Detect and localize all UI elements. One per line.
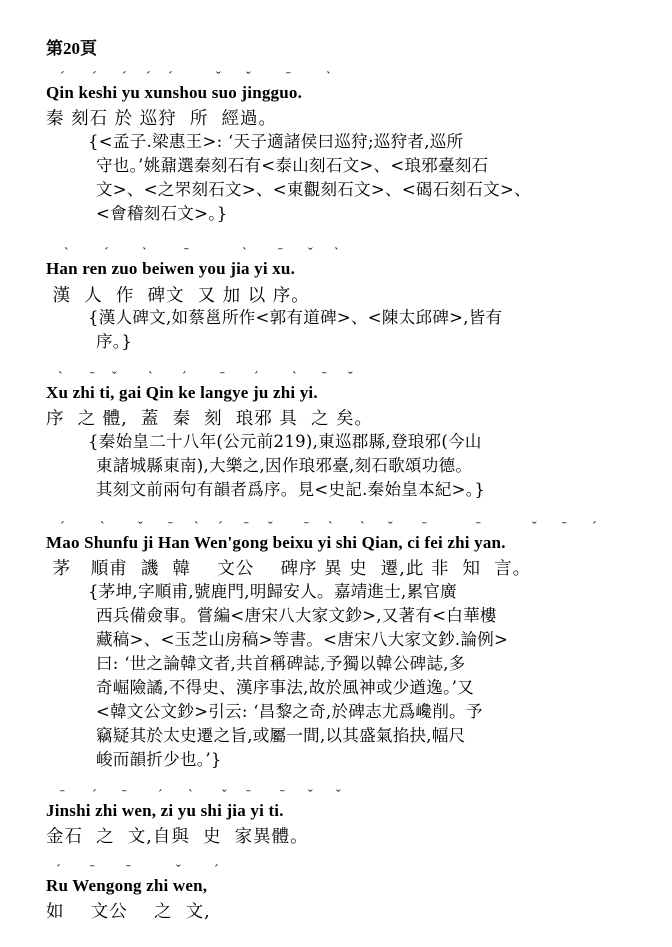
pinyin-text: Jinshi zhi wen, zi yu shi jia yi ti. xyxy=(46,801,284,820)
tone-marks: ˋ ˊ ˋ ˉ ˋ ˉ ˇ ˋ xyxy=(64,246,339,261)
pinyin-line xyxy=(46,520,597,553)
pinyin-text: Mao Shunfu ji Han Wen'gong beixu yi shi Qian, ci fei zhi yan. xyxy=(46,533,506,552)
annotation-block xyxy=(88,306,502,354)
annotation-line: 曰: ‘世之論韓文者,共首稱碑誌,予獨以韓公碑誌,多 xyxy=(96,654,466,673)
pinyin-text: Ru Wengong zhi wen, xyxy=(46,876,208,895)
pinyin-line xyxy=(46,370,353,403)
pinyin-text: Xu zhi ti, gai Qin ke langye ju zhi yi. xyxy=(46,383,318,402)
pinyin-line xyxy=(46,863,219,896)
annotation-line: 奇崛險譎,不得史、漢序事法,故於風神或少遒逸。’又 xyxy=(96,678,474,697)
tone-marks: ˉ ˊ ˉ ˊ ˋ ˇ ˉ ˉ ˇ ˇ xyxy=(60,788,341,803)
annotation-block xyxy=(88,130,531,226)
pinyin-text: Han ren zuo beiwen you jia yi xu. xyxy=(46,259,296,278)
pinyin-text: Qin keshi yu xunshou suo jingguo. xyxy=(46,83,303,102)
tone-marks: ˊ ˋ ˇ ˉ ˋ ˊ ˉ ˇ ˉ ˋ ˋ ˇ ˉ ˉ ˇ ˉ ˊ xyxy=(60,520,597,535)
annotation-line: {漢人碑文,如蔡邕所作<郭有道碑>、<陳太邱碑>,皆有 xyxy=(88,308,503,327)
annotation-block xyxy=(88,580,508,772)
annotation-line: {<孟子.梁惠王>: ‘天子適諸侯曰巡狩;巡狩者,巡所 xyxy=(88,132,464,151)
annotation-line: 東諸城縣東南),大樂之,因作琅邪臺,刻石歌頌功德。 xyxy=(96,456,473,475)
annotation-line: 文>、<之罘刻石文>、<東觀刻石文>、<碣石刻石文>、 xyxy=(96,180,531,199)
chinese-line: 秦 刻石 於 巡狩 所 經過。 xyxy=(46,109,277,129)
pinyin-line xyxy=(46,788,341,821)
tone-marks: ˊ ˉ ˉ ˇ ˊ xyxy=(56,863,219,878)
annotation-line: 西兵備僉事。嘗編<唐宋八大家文鈔>,又著有<白華樓 xyxy=(96,606,497,625)
chinese-line: 如 文公 之 文, xyxy=(46,902,211,922)
tone-marks: ˋ ˉ ˇ ˋ ˊ ˉ ˊ ˋ ˉ ˇ xyxy=(58,370,353,385)
annotation-block xyxy=(88,430,485,502)
pinyin-line xyxy=(46,246,339,279)
tone-marks: ˊ ˊ ˊ ˊ ˊ ˇ ˇ ˉ ˋ xyxy=(60,70,331,85)
page-number-label: 第20頁 xyxy=(46,39,97,58)
annotation-line: <會稽刻石文>。} xyxy=(96,204,228,223)
chinese-line: 漢 人 作 碑文 又 加 以 序。 xyxy=(46,286,310,306)
annotation-line: 藏稿>、<玉芝山房稿>等書。<唐宋八大家文鈔.論例> xyxy=(96,630,509,649)
annotation-line: <韓文公文鈔>引云: ‘昌黎之奇,於碑志尤爲巉削。予 xyxy=(96,702,483,721)
chinese-line: 茅 順甫 譏 韓 文公 碑序 異 史 遷,此 非 知 言。 xyxy=(46,559,532,579)
chinese-line: 金石 之 文,自與 史 家異體。 xyxy=(46,827,309,847)
annotation-line: {秦始皇二十八年(公元前219),東巡郡縣,登琅邪(今山 xyxy=(88,432,482,451)
annotation-line: 峻而韻折少也。’} xyxy=(96,750,222,769)
pinyin-line xyxy=(46,70,331,103)
annotation-line: 守也。’姚鼐選秦刻石有<泰山刻石文>、<琅邪臺刻石 xyxy=(96,156,489,175)
annotation-line: 其刻文前兩句有韻者爲序。見<史記.秦始皇本紀>。} xyxy=(96,480,486,499)
annotation-line: 序。} xyxy=(96,332,133,351)
annotation-line: 竊疑其於太史遷之旨,或屬一間,以其盛氣掐抉,幅尺 xyxy=(96,726,466,745)
chinese-line: 序 之 體, 蓋 秦 刻 琅邪 具 之 矣。 xyxy=(46,409,374,429)
annotation-line: {茅坤,字順甫,號鹿門,明歸安人。嘉靖進士,累官廣 xyxy=(88,582,457,601)
